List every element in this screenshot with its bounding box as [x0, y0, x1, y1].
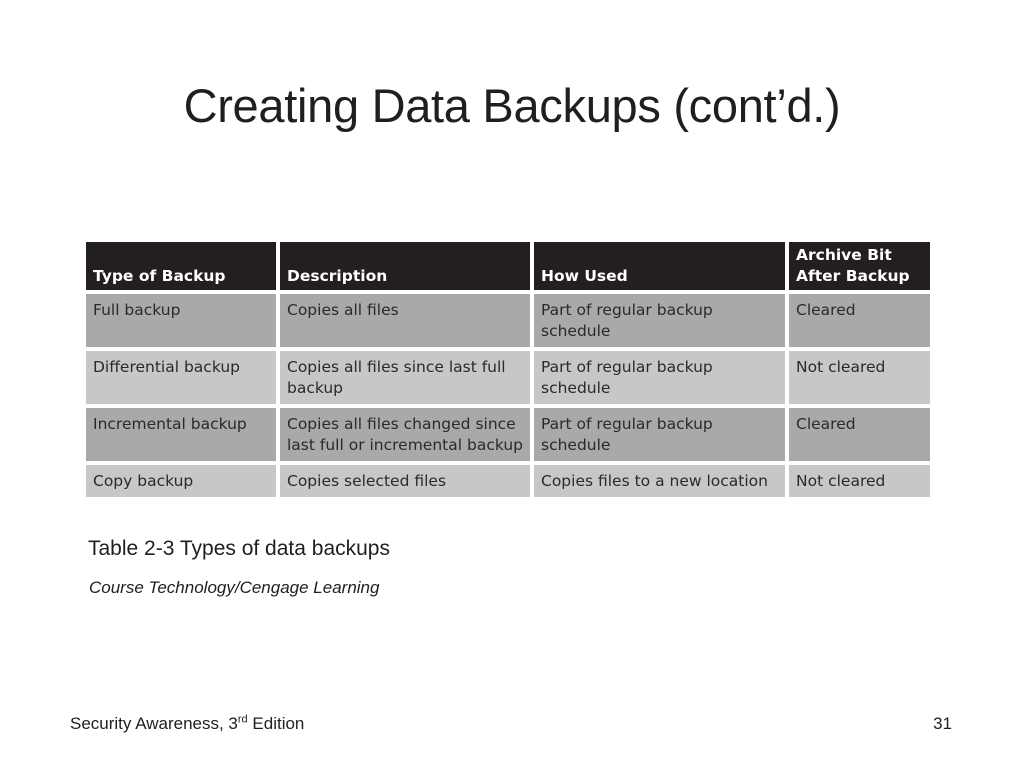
cell-type: Differential backup [86, 351, 276, 404]
cell-archive-bit: Cleared [789, 294, 930, 347]
table-header-row [86, 242, 930, 290]
backup-types-table-container [86, 242, 930, 497]
footer-book-prefix: Security Awareness, 3 [70, 714, 238, 733]
cell-type: Incremental backup [86, 408, 276, 461]
header-archive-bit-line1: Archive Bit [796, 246, 892, 264]
cell-description: Copies selected files [280, 465, 530, 497]
table-row [86, 408, 930, 461]
cell-description: Copies all files changed since last full or incremental backup [280, 408, 530, 461]
page-number: 31 [933, 714, 952, 733]
table-caption: Table 2-3 Types of data backups [88, 537, 390, 560]
header-archive-bit-line2: After Backup [796, 267, 910, 285]
cell-archive-bit: Not cleared [789, 465, 930, 497]
cell-description: Copies all files since last full backup [280, 351, 530, 404]
header-archive-bit [789, 242, 930, 290]
cell-type: Copy backup [86, 465, 276, 497]
footer-book-suffix: Edition [247, 714, 305, 733]
image-credit: Course Technology/Cengage Learning [89, 578, 380, 597]
cell-type: Full backup [86, 294, 276, 347]
table-row [86, 351, 930, 404]
footer-book-title [70, 714, 304, 734]
header-description: Description [280, 242, 530, 290]
header-type-of-backup: Type of Backup [86, 242, 276, 290]
footer-book-superscript: rd [237, 713, 248, 726]
table-row [86, 294, 930, 347]
cell-how-used: Part of regular backup schedule [534, 408, 785, 461]
backup-types-table [82, 238, 934, 501]
cell-how-used: Part of regular backup schedule [534, 351, 785, 404]
cell-how-used: Copies files to a new location [534, 465, 785, 497]
cell-archive-bit: Cleared [789, 408, 930, 461]
cell-archive-bit: Not cleared [789, 351, 930, 404]
cell-how-used: Part of regular backup schedule [534, 294, 785, 347]
header-how-used: How Used [534, 242, 785, 290]
table-row [86, 465, 930, 497]
slide-title: Creating Data Backups (cont’d.) [183, 79, 841, 132]
cell-description: Copies all files [280, 294, 530, 347]
